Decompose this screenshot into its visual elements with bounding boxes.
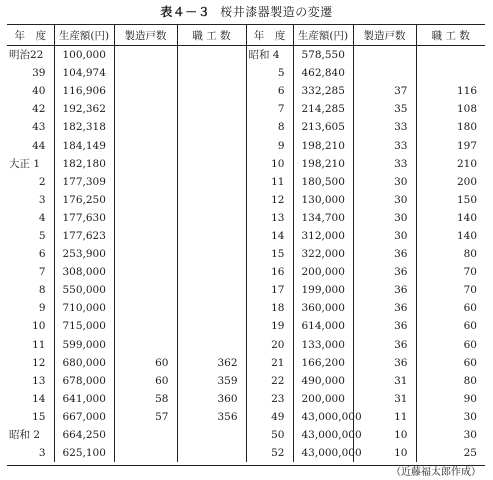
- cell-firms-right: 36: [353, 281, 416, 299]
- header-firms-left: 製造戸数: [114, 25, 177, 46]
- cell-workers-right: 60: [416, 336, 485, 354]
- cell-year-right: 20: [246, 336, 293, 354]
- cell-year-left: 11: [32, 338, 46, 351]
- cell-production-left: 599,000: [54, 336, 114, 354]
- table-row: [7, 64, 485, 82]
- cell-workers-left: [177, 299, 246, 317]
- cell-workers-left: [177, 426, 246, 444]
- cell-workers-left: [177, 263, 246, 281]
- cell-year-right: 10: [246, 155, 293, 173]
- cell-firms-left: [114, 64, 177, 82]
- table-row: [7, 426, 485, 444]
- cell-production-right: 199,000: [293, 281, 353, 299]
- cell-workers-left: [177, 155, 246, 173]
- cell-production-left: 664,250: [54, 426, 114, 444]
- cell-year-right: 52: [246, 444, 293, 462]
- cell-firms-left: [114, 191, 177, 209]
- cell-year-right: 8: [246, 118, 293, 136]
- cell-production-left: 710,000: [54, 299, 114, 317]
- table-caption: 桜井漆器製造の変遷: [220, 5, 333, 19]
- cell-production-left: 253,900: [54, 245, 114, 263]
- cell-production-right: 322,000: [293, 245, 353, 263]
- cell-year-left: 14: [32, 392, 46, 405]
- table-body: [7, 46, 485, 463]
- cell-workers-left: [177, 191, 246, 209]
- cell-production-left: 104,974: [54, 64, 114, 82]
- cell-year-left: 5: [38, 229, 46, 242]
- cell-year-left: 9: [38, 302, 46, 315]
- cell-workers-right: 150: [416, 191, 485, 209]
- cell-firms-right: 36: [353, 245, 416, 263]
- cell-production-right: 198,210: [293, 136, 353, 154]
- table-row: [7, 444, 485, 462]
- cell-workers-right: 60: [416, 354, 485, 372]
- cell-year-left: 大正 1: [9, 157, 41, 170]
- cell-year-right: 12: [246, 191, 293, 209]
- cell-firms-left: [114, 209, 177, 227]
- header-year-left: 年 度: [7, 25, 54, 46]
- cell-production-right: 198,210: [293, 155, 353, 173]
- cell-production-right: 214,285: [293, 100, 353, 118]
- cell-production-left: 177,309: [54, 173, 114, 191]
- cell-workers-left: [177, 317, 246, 335]
- cell-workers-left: [177, 100, 246, 118]
- cell-production-left: 680,000: [54, 354, 114, 372]
- cell-firms-left: [114, 245, 177, 263]
- cell-firms-right: 31: [353, 372, 416, 390]
- table-row: [7, 227, 485, 245]
- table-row: [7, 118, 485, 136]
- cell-workers-left: [177, 336, 246, 354]
- cell-workers-right: 60: [416, 317, 485, 335]
- cell-workers-right: 108: [416, 100, 485, 118]
- cell-year-right: 5: [246, 64, 293, 82]
- cell-year-left: 40: [32, 85, 46, 98]
- cell-year-right: 19: [246, 317, 293, 335]
- cell-year-right: 23: [246, 390, 293, 408]
- cell-firms-left: [114, 317, 177, 335]
- cell-production-right: 166,200: [293, 354, 353, 372]
- cell-year-left: 2: [38, 175, 46, 188]
- table-row: [7, 263, 485, 281]
- cell-production-left: 550,000: [54, 281, 114, 299]
- cell-production-left: 100,000: [54, 46, 114, 65]
- header-row: [7, 25, 485, 46]
- cell-production-right: 614,000: [293, 317, 353, 335]
- cell-firms-right: 33: [353, 136, 416, 154]
- cell-workers-left: [177, 173, 246, 191]
- cell-workers-left: [177, 209, 246, 227]
- cell-year-left: 3: [38, 447, 46, 460]
- cell-year-left: 昭和 2: [9, 429, 41, 442]
- table-row: [7, 173, 485, 191]
- cell-production-right: 360,000: [293, 299, 353, 317]
- cell-workers-left: 360: [177, 390, 246, 408]
- header-firms-right: 製造戸数: [353, 25, 416, 46]
- cell-year-left: 7: [38, 266, 46, 279]
- cell-firms-right: 33: [353, 118, 416, 136]
- cell-production-left: 177,630: [54, 209, 114, 227]
- table-row: [7, 390, 485, 408]
- cell-workers-right: 197: [416, 136, 485, 154]
- cell-firms-right: 36: [353, 317, 416, 335]
- cell-production-right: 332,285: [293, 82, 353, 100]
- cell-production-left: 715,000: [54, 317, 114, 335]
- cell-firms-right: 30: [353, 173, 416, 191]
- cell-workers-right: 60: [416, 299, 485, 317]
- cell-firms-left: 60: [114, 354, 177, 372]
- header-production-right: 生産額(円): [293, 25, 353, 46]
- cell-workers-right: 140: [416, 209, 485, 227]
- table-row: [7, 336, 485, 354]
- cell-year-left: 6: [38, 248, 46, 261]
- cell-firms-left: [114, 299, 177, 317]
- table-row: [7, 245, 485, 263]
- cell-year-left: 42: [32, 103, 46, 116]
- cell-year-right: 18: [246, 299, 293, 317]
- cell-firms-left: [114, 173, 177, 191]
- cell-workers-right: 90: [416, 390, 485, 408]
- cell-firms-left: [114, 336, 177, 354]
- cell-firms-right: [353, 46, 416, 65]
- cell-year-right: 9: [246, 136, 293, 154]
- cell-year-right: 昭和 4: [246, 46, 293, 65]
- cell-year-left: 15: [32, 410, 46, 423]
- cell-firms-left: [114, 82, 177, 100]
- cell-year-right: 11: [246, 173, 293, 191]
- cell-firms-left: [114, 118, 177, 136]
- table-row: [7, 299, 485, 317]
- cell-firms-right: 36: [353, 299, 416, 317]
- table-row: [7, 155, 485, 173]
- cell-firms-left: [114, 263, 177, 281]
- cell-firms-left: [114, 46, 177, 65]
- cell-production-right: 43,000,000: [293, 426, 353, 444]
- data-table-frame: [7, 24, 485, 466]
- cell-firms-right: 36: [353, 336, 416, 354]
- cell-production-right: 130,000: [293, 191, 353, 209]
- cell-workers-right: 70: [416, 281, 485, 299]
- cell-workers-left: [177, 227, 246, 245]
- cell-firms-left: [114, 136, 177, 154]
- table-row: [7, 354, 485, 372]
- header-year-right: 年 度: [246, 25, 293, 46]
- cell-firms-right: 31: [353, 390, 416, 408]
- cell-workers-right: 200: [416, 173, 485, 191]
- cell-firms-right: [353, 64, 416, 82]
- cell-year-left: 43: [32, 121, 46, 134]
- table-row: [7, 317, 485, 335]
- cell-year-left: 3: [38, 193, 46, 206]
- cell-workers-right: 70: [416, 263, 485, 281]
- cell-year-right: 16: [246, 263, 293, 281]
- cell-firms-left: [114, 281, 177, 299]
- table-title: [0, 4, 493, 20]
- cell-firms-right: 30: [353, 227, 416, 245]
- cell-year-right: 13: [246, 209, 293, 227]
- cell-workers-right: 116: [416, 82, 485, 100]
- cell-workers-right: [416, 64, 485, 82]
- cell-year-right: 17: [246, 281, 293, 299]
- cell-production-right: 43,000,000: [293, 444, 353, 462]
- cell-production-right: 213,605: [293, 118, 353, 136]
- header-production-left: 生産額(円): [54, 25, 114, 46]
- cell-year-right: 6: [246, 82, 293, 100]
- cell-workers-left: 359: [177, 372, 246, 390]
- cell-production-left: 625,100: [54, 444, 114, 462]
- cell-year-left: 8: [38, 284, 46, 297]
- cell-production-right: 134,700: [293, 209, 353, 227]
- source-note: （近藤福太郎作成）: [391, 467, 481, 478]
- cell-firms-left: [114, 227, 177, 245]
- cell-year-left: 44: [32, 139, 46, 152]
- cell-production-left: 182,180: [54, 155, 114, 173]
- cell-workers-right: 30: [416, 426, 485, 444]
- cell-production-right: 200,000: [293, 263, 353, 281]
- table-row: [7, 82, 485, 100]
- cell-production-left: 182,318: [54, 118, 114, 136]
- cell-production-left: 667,000: [54, 408, 114, 426]
- cell-firms-left: [114, 426, 177, 444]
- cell-year-left: 4: [38, 211, 46, 224]
- cell-production-right: 133,000: [293, 336, 353, 354]
- cell-firms-left: [114, 100, 177, 118]
- table-row: [7, 209, 485, 227]
- cell-year-right: 49: [246, 408, 293, 426]
- cell-firms-right: 10: [353, 426, 416, 444]
- table-row: [7, 136, 485, 154]
- cell-workers-right: 25: [416, 444, 485, 462]
- cell-firms-right: 37: [353, 82, 416, 100]
- cell-production-right: 312,000: [293, 227, 353, 245]
- cell-firms-left: 60: [114, 372, 177, 390]
- cell-production-left: 192,362: [54, 100, 114, 118]
- cell-year-right: 15: [246, 245, 293, 263]
- cell-firms-right: 30: [353, 191, 416, 209]
- table-row: [7, 46, 485, 65]
- table-row: [7, 372, 485, 390]
- cell-production-right: 200,000: [293, 390, 353, 408]
- cell-year-left: 13: [32, 374, 46, 387]
- table-row: [7, 408, 485, 426]
- cell-year-left: 12: [32, 356, 46, 369]
- cell-workers-left: [177, 82, 246, 100]
- cell-firms-right: 36: [353, 263, 416, 281]
- header-workers-left: 職 工 数: [177, 25, 246, 46]
- cell-workers-left: [177, 281, 246, 299]
- cell-firms-left: 57: [114, 408, 177, 426]
- cell-year-left: 39: [32, 67, 46, 80]
- cell-production-left: 176,250: [54, 191, 114, 209]
- cell-workers-left: 356: [177, 408, 246, 426]
- cell-production-right: 180,500: [293, 173, 353, 191]
- cell-firms-right: 33: [353, 155, 416, 173]
- cell-year-right: 14: [246, 227, 293, 245]
- cell-year-right: 7: [246, 100, 293, 118]
- cell-firms-right: 36: [353, 354, 416, 372]
- cell-workers-right: 180: [416, 118, 485, 136]
- cell-firms-right: 35: [353, 100, 416, 118]
- cell-production-left: 678,000: [54, 372, 114, 390]
- cell-year-right: 22: [246, 372, 293, 390]
- cell-workers-left: [177, 118, 246, 136]
- cell-year-right: 21: [246, 354, 293, 372]
- cell-workers-left: [177, 136, 246, 154]
- cell-production-right: 462,840: [293, 64, 353, 82]
- cell-production-left: 177,623: [54, 227, 114, 245]
- cell-firms-right: 10: [353, 444, 416, 462]
- cell-workers-left: [177, 245, 246, 263]
- cell-workers-left: 362: [177, 354, 246, 372]
- table-row: [7, 191, 485, 209]
- table-number: 表４－３: [160, 5, 211, 19]
- cell-firms-left: [114, 444, 177, 462]
- cell-workers-left: [177, 64, 246, 82]
- cell-workers-right: 30: [416, 408, 485, 426]
- cell-year-left: 10: [32, 320, 46, 333]
- cell-production-left: 308,000: [54, 263, 114, 281]
- cell-workers-right: 80: [416, 245, 485, 263]
- cell-year-right: 50: [246, 426, 293, 444]
- cell-firms-left: [114, 155, 177, 173]
- cell-workers-right: 210: [416, 155, 485, 173]
- table-row: [7, 100, 485, 118]
- cell-production-right: 43,000,000: [293, 408, 353, 426]
- cell-production-left: 184,149: [54, 136, 114, 154]
- cell-workers-left: [177, 46, 246, 65]
- cell-production-right: 490,000: [293, 372, 353, 390]
- cell-workers-right: [416, 46, 485, 65]
- table-row: [7, 281, 485, 299]
- cell-production-left: 641,000: [54, 390, 114, 408]
- cell-workers-left: [177, 444, 246, 462]
- header-workers-right: 職 工 数: [416, 25, 485, 46]
- cell-production-right: 578,550: [293, 46, 353, 65]
- data-table: [7, 25, 485, 462]
- cell-production-left: 116,906: [54, 82, 114, 100]
- cell-year-left: 明治22: [9, 49, 44, 62]
- cell-firms-right: 11: [353, 408, 416, 426]
- cell-firms-left: 58: [114, 390, 177, 408]
- cell-firms-right: 30: [353, 209, 416, 227]
- cell-workers-right: 80: [416, 372, 485, 390]
- cell-workers-right: 140: [416, 227, 485, 245]
